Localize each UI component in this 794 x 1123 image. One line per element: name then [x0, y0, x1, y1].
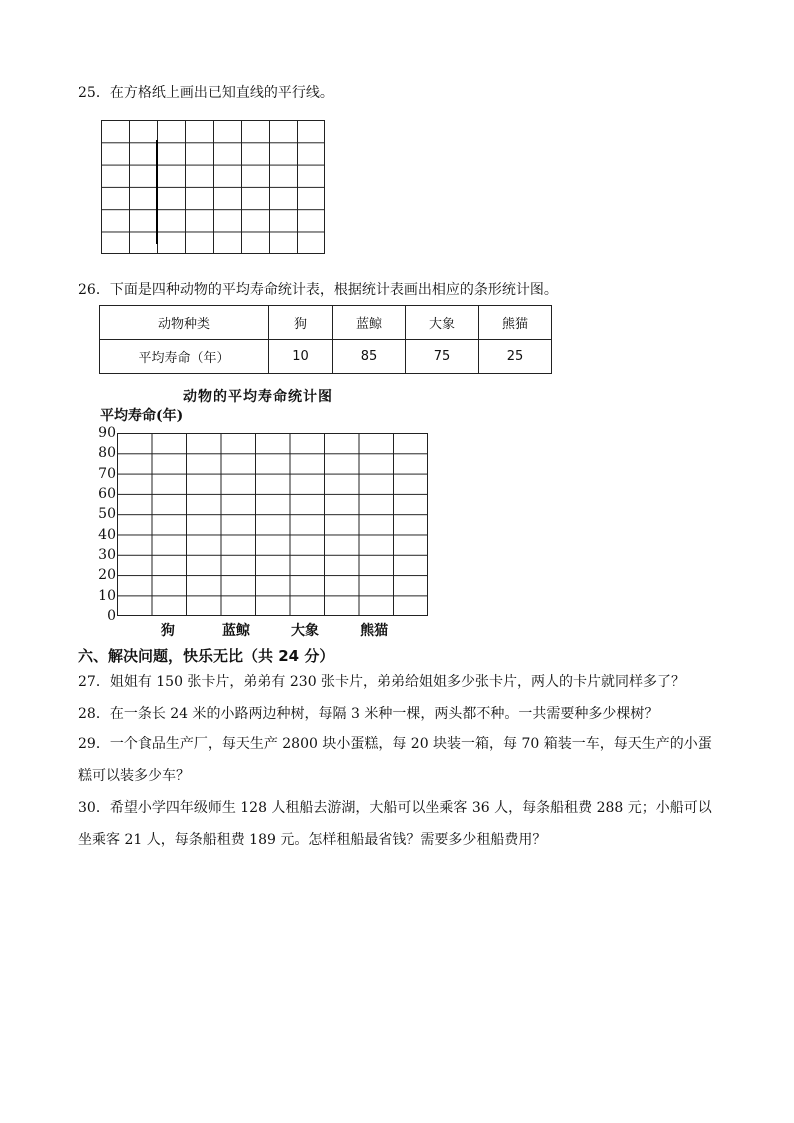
chart-title: 动物的平均寿命统计图 [183, 389, 333, 405]
y-tick-label: 20 [98, 567, 116, 584]
y-tick-label: 40 [98, 526, 116, 543]
y-tick-label: 10 [98, 587, 116, 604]
table-header-row [100, 306, 552, 340]
table-cell: 熊猫 [479, 306, 552, 340]
y-tick-label: 70 [98, 465, 116, 482]
x-tick-label: 蓝鲸 [221, 623, 250, 639]
y-tick-label: 80 [98, 445, 116, 462]
question-28: 28．在一条长 24 米的小路两边种树，每隔 3 米种一棵，两头都不种。一共需要种多少棵树？ [78, 706, 659, 722]
table-cell: 狗 [269, 306, 333, 340]
table-cell: 大象 [406, 306, 479, 340]
y-tick-label: 90 [98, 425, 116, 441]
table-cell: 25 [479, 340, 552, 374]
table-cell: 10 [269, 340, 333, 374]
x-tick-label: 大象 [291, 623, 320, 639]
question-25: 25．在方格纸上画出已知直线的平行线。 [78, 85, 334, 101]
question-29: 29．一个食品生产厂，每天生产 2800 块小蛋糕，每 20 块装一箱，每 70 箱装一车，每天生产的小蛋糕可以装多少车？ [78, 736, 712, 784]
lifespan-table [99, 305, 552, 374]
question-26: 26．下面是四种动物的平均寿命统计表，根据统计表画出相应的条形统计图。 [78, 282, 558, 298]
table-row [100, 340, 552, 374]
y-tick-label: 0 [107, 608, 116, 624]
question-27: 27．姐姐有 150 张卡片，弟弟有 230 张卡片，弟弟给姐姐多少张卡片，两人的卡片就同样多了？ [78, 674, 686, 690]
y-tick-label: 30 [98, 547, 116, 563]
table-cell: 动物种类 [100, 306, 269, 340]
table-cell: 75 [406, 340, 479, 374]
section-6-heading: 六、解决问题，快乐无比（共 24 分） [78, 647, 335, 665]
given-vertical-line [156, 140, 158, 244]
square-grid-paper [101, 120, 325, 254]
y-tick-label: 50 [98, 506, 116, 523]
x-tick-label: 熊猫 [360, 623, 389, 639]
x-tick-label: 狗 [160, 623, 175, 639]
table-cell: 蓝鲸 [333, 306, 406, 340]
chart-y-axis-label: 平均寿命(年) [100, 408, 184, 424]
question-30: 30．希望小学四年级师生 128 人租船去游湖，大船可以坐乘客 36 人，每条船租费 288 元；小船可以坐乘客 21 人，每条船租费 189 元。怎样租船最省钱？需要多少租船费用？ [78, 800, 712, 848]
table-cell: 85 [333, 340, 406, 374]
table-cell: 平均寿命（年） [100, 340, 269, 374]
y-tick-label: 60 [98, 486, 116, 502]
chart-plot-grid [117, 433, 428, 616]
